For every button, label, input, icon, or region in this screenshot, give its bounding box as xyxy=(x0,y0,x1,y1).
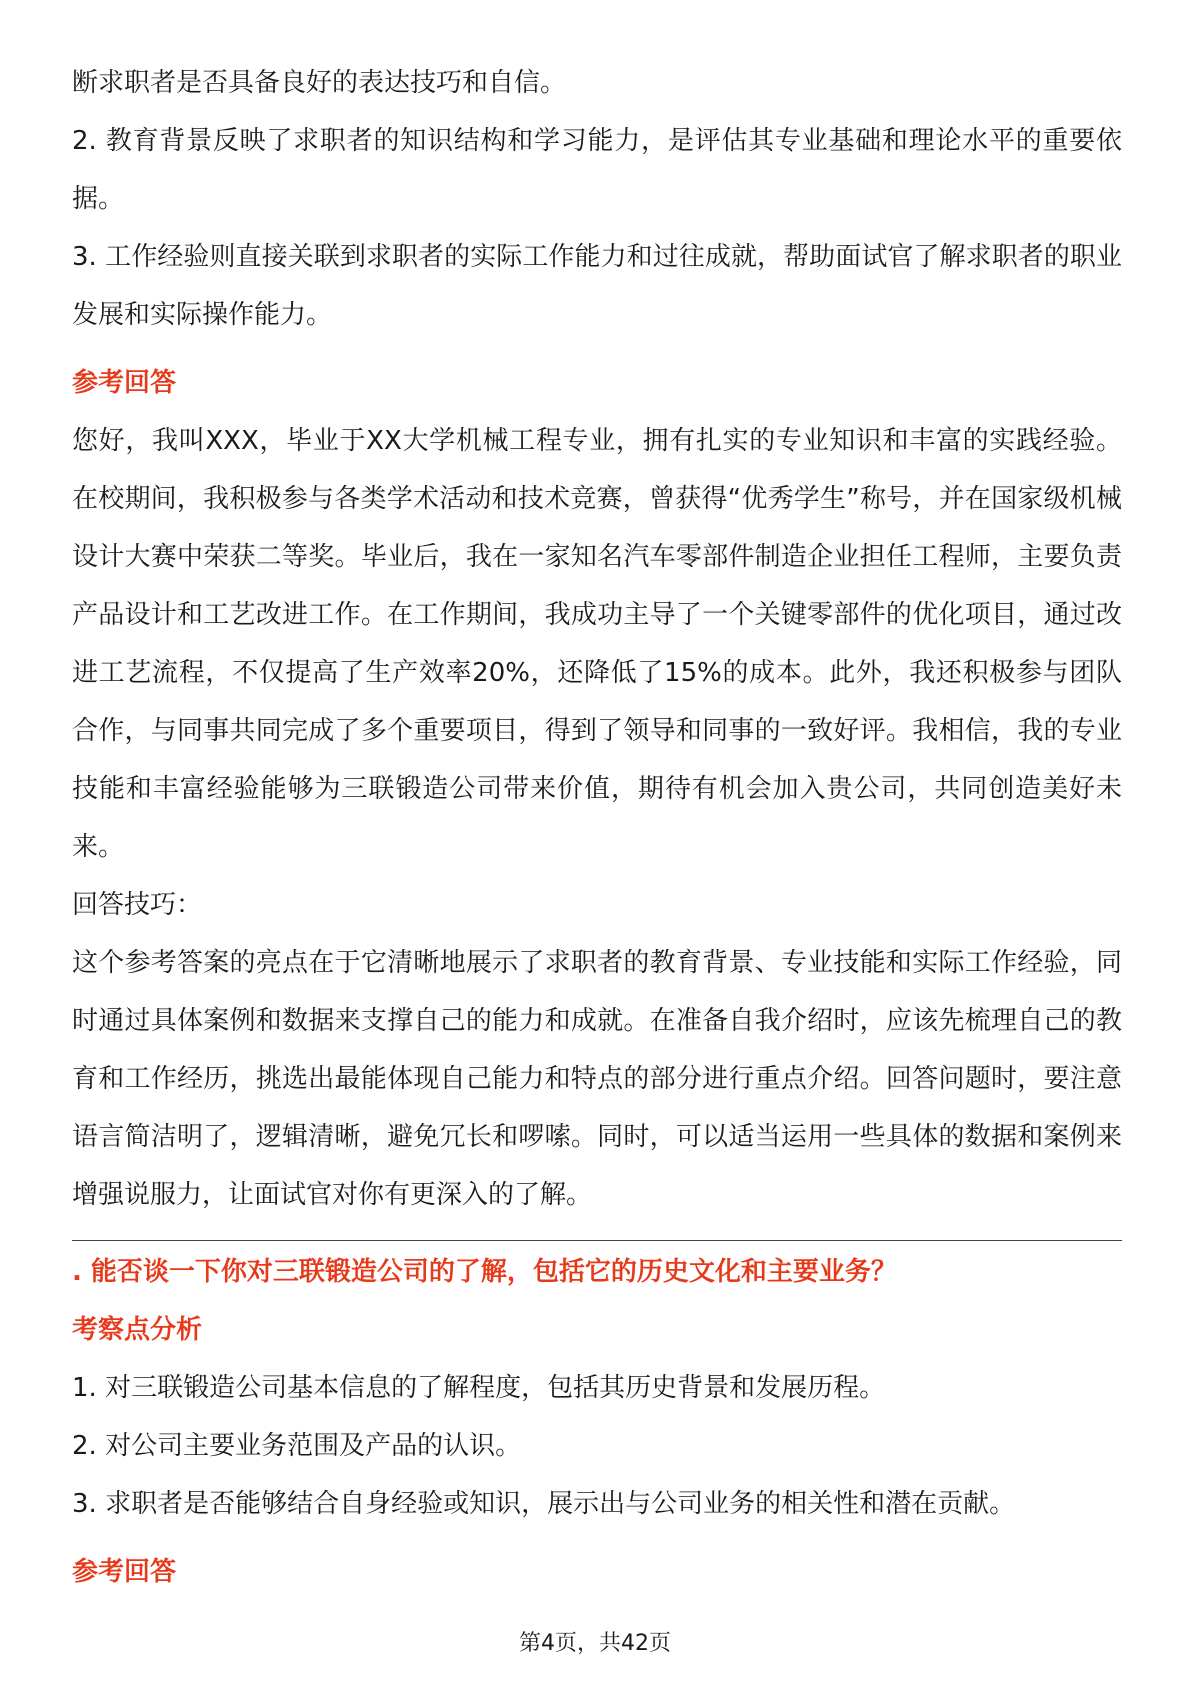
question-heading: . 能否谈一下你对三联锻造公司的了解，包括它的历史文化和主要业务？ xyxy=(72,1257,897,1287)
reference-answer-heading: 参考回答 xyxy=(72,368,177,398)
reference-answer-text: 您好，我叫XXX，毕业于XX大学机械工程专业，拥有扎实的专业知识和丰富的实践经验。在校期间，我积极参与各类学术活动和技术竞赛，曾获得“优秀学生”称号，并在国家级机械设计大赛中荣获二等奖。毕业后，我在一家知名汽车零部件制造企业担任工程师，主要负责产品设计和工艺改进工作。在工作期间，我成功主导了一个关键零部件的优化项目，通过改进工艺流程，不仅提高了生产效率20%，还降低了15%的成本。此外，我还积极参与团队合作，与同事共同完成了多个重要项目，得到了领导和同事的一致好评。我相信，我的专业技能和丰富经验能够为三联锻造公司带来价值，期待有机会加入贵公司，共同创造美好未来。 xyxy=(72,426,1122,862)
analysis-point-3: 3. 求职者是否能够结合自身经验或知识，展示出与公司业务的相关性和潜在贡献。 xyxy=(72,1489,1016,1519)
paragraph-point-3: 3. 工作经验则直接关联到求职者的实际工作能力和过往成就，帮助面试官了解求职者的职业发展和实际操作能力。 xyxy=(72,242,1122,330)
paragraph-continuation: 断求职者是否具备良好的表达技巧和自信。 xyxy=(72,68,567,98)
reference-answer-heading-2: 参考回答 xyxy=(72,1557,177,1587)
tips-text: 这个参考答案的亮点在于它清晰地展示了求职者的教育背景、专业技能和实际工作经验，同时通过具体案例和数据来支撑自己的能力和成就。在准备自我介绍时，应该先梳理自己的教育和工作经历，挑选出最能体现自己能力和特点的部分进行重点介绍。回答问题时，要注意语言简洁明了，逻辑清晰，避免冗长和啰嗦。同时，可以适当运用一些具体的数据和案例来增强说服力，让面试官对你有更深入的了解。 xyxy=(72,948,1122,1210)
document-body xyxy=(72,54,1122,1601)
analysis-point-2: 2. 对公司主要业务范围及产品的认识。 xyxy=(72,1431,522,1461)
tips-label: 回答技巧： xyxy=(72,890,203,920)
page-number: 第4页，共42页 xyxy=(519,1631,671,1656)
section-divider xyxy=(72,1240,1122,1241)
analysis-heading: 考察点分析 xyxy=(72,1315,203,1345)
paragraph-point-2: 2. 教育背景反映了求职者的知识结构和学习能力，是评估其专业基础和理论水平的重要依据。 xyxy=(72,126,1122,214)
analysis-point-1: 1. 对三联锻造公司基本信息的了解程度，包括其历史背景和发展历程。 xyxy=(72,1373,886,1403)
